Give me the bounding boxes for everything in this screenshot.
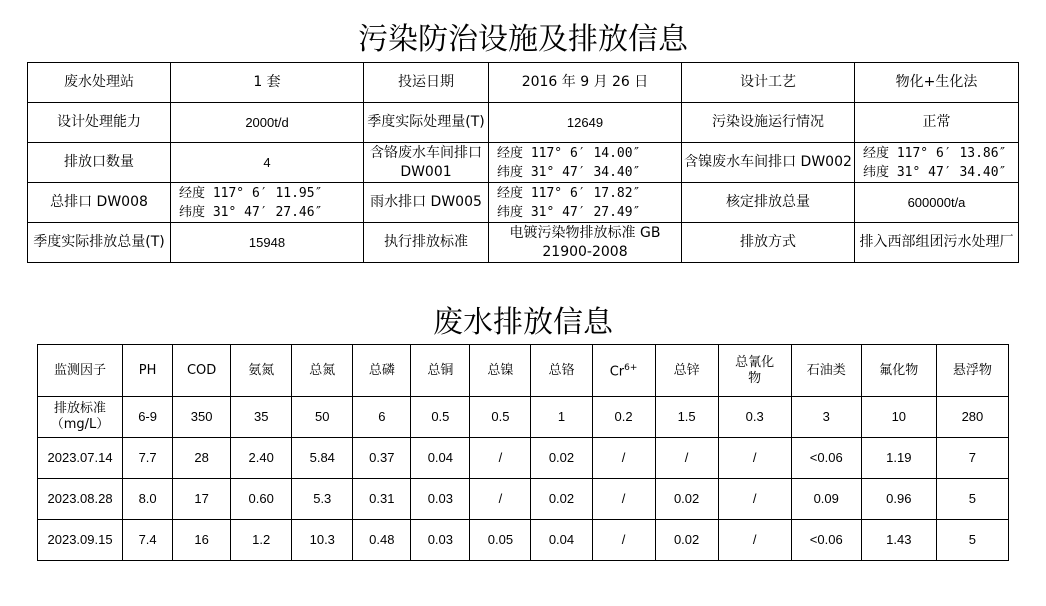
table-cell: 6-9 [123,397,173,438]
latitude-text: 纬度 31° 47′ 27.49″ [497,204,641,220]
table-cell: 4 [171,143,364,183]
table-cell: 0.05 [470,520,531,561]
table-cell: 0.02 [655,479,718,520]
table-cell: 0.3 [718,397,791,438]
table-cell: 核定排放总量 [682,183,855,223]
column-header: 悬浮物 [936,345,1008,397]
table-cell: 280 [936,397,1008,438]
table-cell: 7.4 [123,520,173,561]
column-header: 监测因子 [38,345,123,397]
table-cell: 0.04 [411,438,470,479]
table-cell: 6 [353,397,411,438]
table-cell: 0.5 [470,397,531,438]
coordinate-cell [489,143,682,183]
column-header: 总锌 [655,345,718,397]
data-row [38,479,1009,520]
longitude-text: 经度 117° 6′ 11.95″ [179,185,323,201]
table-cell: 10 [861,397,936,438]
latitude-text: 纬度 31° 47′ 27.46″ [179,204,323,220]
table-cell: 0.02 [531,479,592,520]
table-cell: 0.5 [411,397,470,438]
table-cell: 15948 [171,223,364,263]
table-cell: 1.2 [231,520,292,561]
table-row [28,183,1019,223]
table-cell: / [718,520,791,561]
table-cell: 含镍废水车间排口 DW002 [682,143,855,183]
table-cell: 电镀污染物排放标准 GB 21900-2008 [489,223,682,263]
column-header: 氟化物 [861,345,936,397]
table-cell: 2000t/d [171,103,364,143]
emission-table [37,344,1009,561]
date-cell: 2023.09.15 [38,520,123,561]
table-cell: 7.7 [123,438,173,479]
table-row [28,223,1019,263]
column-header: 总铜 [411,345,470,397]
table-cell: 10.3 [292,520,353,561]
table-cell: 5 [936,520,1008,561]
table-cell: / [718,438,791,479]
table-cell: 0.03 [411,520,470,561]
table-cell: 投运日期 [364,63,489,103]
table-cell: 0.31 [353,479,411,520]
table-cell: 物化+生化法 [855,63,1019,103]
standard-row [38,397,1009,438]
coordinate-cell [489,183,682,223]
data-row [38,520,1009,561]
table-cell: 污染设施运行情况 [682,103,855,143]
latitude-text: 纬度 31° 47′ 34.40″ [497,164,641,180]
longitude-text: 经度 117° 6′ 13.86″ [863,145,1007,161]
table-cell: 8.0 [123,479,173,520]
table-cell: 排放标准（mg/L） [38,397,123,438]
table-cell: / [592,438,655,479]
table-row [28,143,1019,183]
coordinate-cell [171,183,364,223]
table-cell: 0.04 [531,520,592,561]
table-cell: / [655,438,718,479]
facility-table [27,62,1019,263]
table-cell: 1 套 [171,63,364,103]
data-row [38,438,1009,479]
date-cell: 2023.07.14 [38,438,123,479]
table-cell: 28 [173,438,231,479]
table-row [28,103,1019,143]
table-cell: 雨水排口 DW005 [364,183,489,223]
column-header: 总铬 [531,345,592,397]
table-cell: 0.09 [791,479,861,520]
table-cell: 季度实际排放总量(T) [28,223,171,263]
column-header: 总磷 [353,345,411,397]
table-cell: 排放方式 [682,223,855,263]
table-cell: <0.06 [791,520,861,561]
table-cell: 2016 年 9 月 26 日 [489,63,682,103]
table-cell: / [470,438,531,479]
table-cell: 正常 [855,103,1019,143]
table-cell: 1.19 [861,438,936,479]
table-cell: 35 [231,397,292,438]
table-cell: 设计处理能力 [28,103,171,143]
date-cell: 2023.08.28 [38,479,123,520]
column-header [592,345,655,397]
table-cell: / [470,479,531,520]
column-header: 总氰化物 [718,345,791,397]
table-cell: 0.48 [353,520,411,561]
table-cell: 16 [173,520,231,561]
column-header: 氨氮 [231,345,292,397]
table-cell: 0.37 [353,438,411,479]
table-cell: 50 [292,397,353,438]
table-cell: <0.06 [791,438,861,479]
table-cell: / [592,520,655,561]
latitude-text: 纬度 31° 47′ 34.40″ [863,164,1007,180]
column-header: COD [173,345,231,397]
table-cell: 2.40 [231,438,292,479]
facility-section-title: 污染防治设施及排放信息 [358,22,688,57]
column-header: 总镍 [470,345,531,397]
longitude-text: 经度 117° 6′ 17.82″ [497,185,641,201]
emission-section-title: 废水排放信息 [433,305,613,340]
table-cell: 12649 [489,103,682,143]
table-cell: 0.02 [531,438,592,479]
table-cell: 1.5 [655,397,718,438]
table-cell: 0.60 [231,479,292,520]
table-cell: 5.84 [292,438,353,479]
table-cell: 0.02 [655,520,718,561]
table-cell: 季度实际处理量(T) [364,103,489,143]
longitude-text: 经度 117° 6′ 14.00″ [497,145,641,161]
table-cell: 1 [531,397,592,438]
table-row [28,63,1019,103]
table-cell: 0.96 [861,479,936,520]
table-cell: / [718,479,791,520]
table-cell: 5 [936,479,1008,520]
table-cell: 17 [173,479,231,520]
table-cell: 0.2 [592,397,655,438]
table-cell: 设计工艺 [682,63,855,103]
hexavalent-chromium-symbol: Cr [609,364,625,380]
table-cell: 执行排放标准 [364,223,489,263]
table-cell: 3 [791,397,861,438]
table-cell: 排入西部组团污水处理厂 [855,223,1019,263]
table-cell: 含铬废水车间排口 DW001 [364,143,489,183]
header-row [38,345,1009,397]
coordinate-cell [855,143,1019,183]
column-header: PH [123,345,173,397]
table-cell: 总排口 DW008 [28,183,171,223]
table-cell: 600000t/a [855,183,1019,223]
column-header: 石油类 [791,345,861,397]
column-header: 总氮 [292,345,353,397]
table-cell: 5.3 [292,479,353,520]
table-cell: 废水处理站 [28,63,171,103]
table-cell: 排放口数量 [28,143,171,183]
table-cell: 350 [173,397,231,438]
table-cell: 1.43 [861,520,936,561]
table-cell: 7 [936,438,1008,479]
table-cell: / [592,479,655,520]
charge-superscript: 6+ [624,363,638,374]
table-cell: 0.03 [411,479,470,520]
